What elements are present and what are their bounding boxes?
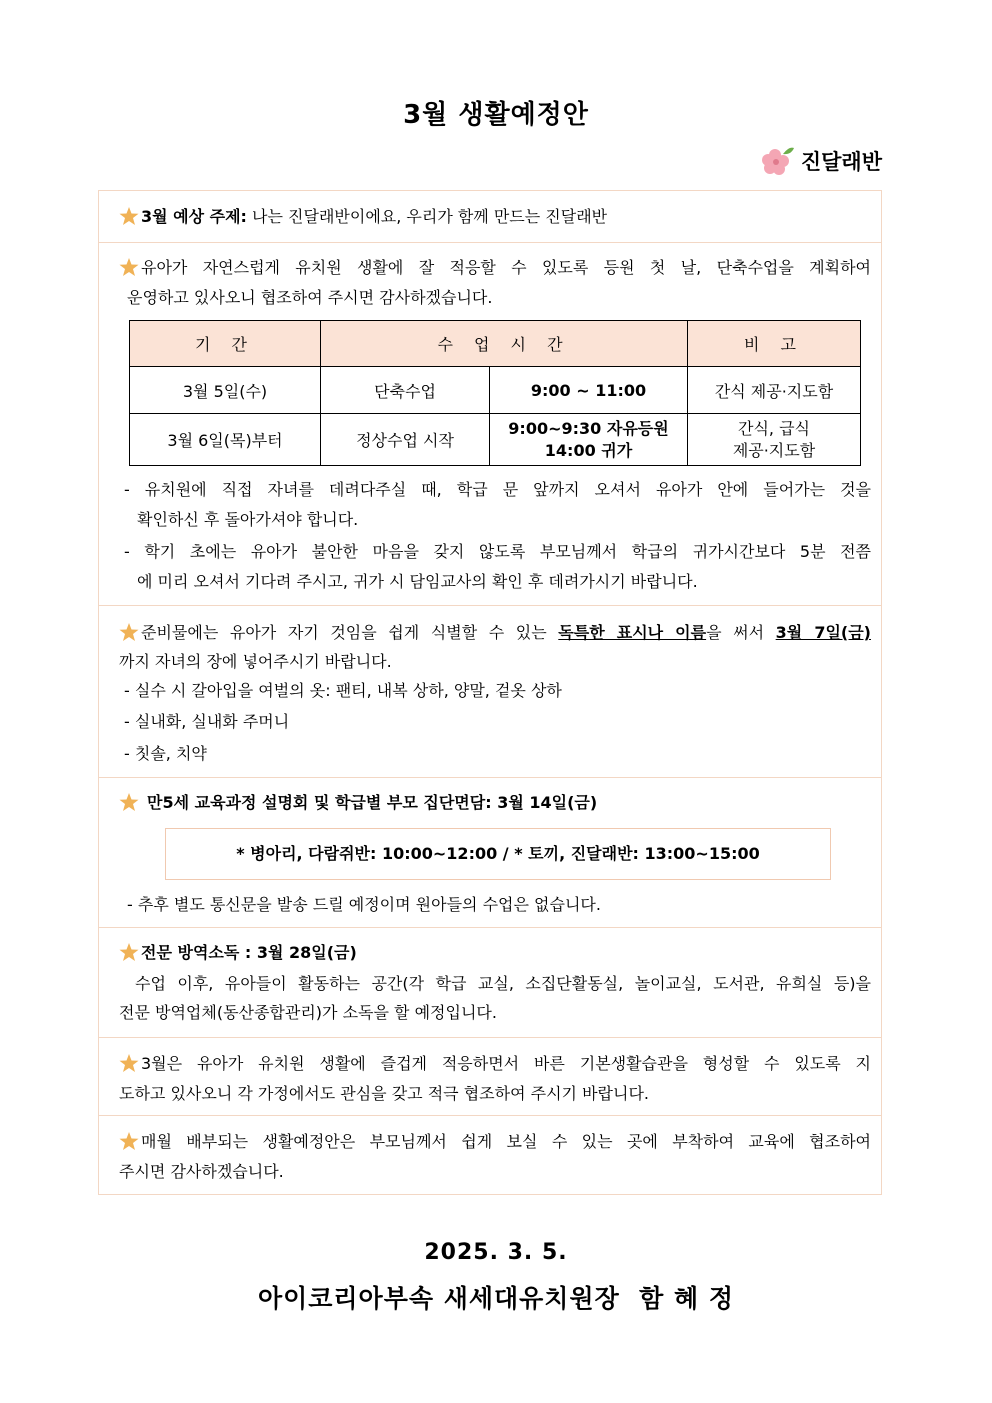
star-icon [119,258,139,276]
intro-line-1 [119,257,871,279]
briefing-title: 만5세 교육과정 설명회 및 학급별 부모 집단면담: 3월 14일(금) [147,793,598,812]
supplies-mid: 을 써서 [706,623,776,642]
briefing-section [99,778,881,928]
cell-time [490,414,688,466]
supplies-item: - 실내화, 실내화 주머니 [124,712,290,731]
cell-note-line-1: 간식, 급식 [738,418,810,438]
cell-period: 3월 6일(목)부터 [130,414,321,466]
supplies-item: - 실수 시 갈아입을 여벌의 옷: 팬티, 내복 상하, 양말, 겉옷 상하 [124,681,562,700]
cell-note: 간식 제공·지도함 [688,367,861,414]
disinfection-title: 전문 방역소독 : 3월 28일(금) [141,943,357,962]
cell-period: 3월 5일(수) [130,367,321,414]
star-icon [119,207,139,225]
table-header-row [130,321,861,367]
supplies-date: 3월 7일(금) [775,623,871,642]
theme-text: 나는 진달래반이에요, 우리가 함께 만드는 진달래반 [246,207,608,226]
intro-note-1b: 확인하신 후 돌아가셔야 합니다. [137,510,359,529]
supplies-pre: 준비물에는 유아가 자기 것임을 쉽게 식별할 수 있는 [141,623,559,642]
flower-icon [761,146,795,176]
class-name: 진달래반 [800,150,882,174]
cell-type: 단축수업 [321,367,490,414]
cell-time-line-1: 9:00~9:30 자유등원 [508,418,669,438]
supplies-line-1 [119,622,871,644]
theme-section [99,191,881,243]
cell-type: 정상수업 시작 [321,414,490,466]
star-icon [119,1054,139,1072]
cell-note-line-2: 제공·지도함 [732,440,816,460]
header-period: 기 간 [130,321,321,367]
intro-section [99,243,881,606]
star-icon [119,1132,139,1150]
monthly-section [99,1116,881,1194]
star-icon [119,623,139,641]
supplies-section [99,606,881,778]
disinfection-line-2: 전문 방역업체(동산종합관리)가 소독을 할 예정입니다. [119,1003,497,1022]
disinfection-title-line [119,942,871,964]
habits-text-1: 3월은 유아가 유치원 생활에 즐겁게 적응하면서 바른 기본생활습관을 형성할 수 있도록 지 [141,1054,871,1073]
signature: 아이코리아부속 새세대유치원장 함 혜 정 [257,1284,735,1313]
document-date: 2025. 3. 5. [424,1240,568,1265]
intro-note-1a: - 유치원에 직접 자녀를 데려다주실 때, 학급 문 앞까지 오셔서 유아가 안에 들어가는 것을 [124,480,871,499]
monthly-line-2: 주시면 감사하겠습니다. [119,1162,284,1181]
habits-line-1 [119,1053,871,1075]
table-row [130,367,861,414]
briefing-title-line [119,792,871,814]
briefing-times-box: * 병아리, 다람쥐반: 10:00~12:00 / * 토끼, 진달래반: 13:00~15:00 [165,828,831,880]
theme-line [119,206,871,228]
class-label [761,146,882,176]
cell-time-line-2: 14:00 귀가 [544,440,633,460]
page-title: 3월 생활예정안 [403,100,589,130]
supplies-item: - 칫솔, 치약 [124,744,207,763]
monthly-text-1: 매월 배부되는 생활예정안은 부모님께서 쉽게 보실 수 있는 곳에 부착하여 교육에 협조하여 [141,1132,871,1151]
intro-text-1: 유아가 자연스럽게 유치원 생활에 잘 적응할 수 있도록 등원 첫 날, 단축수업을 계획하여 [141,258,871,277]
intro-note-2a: - 학기 초에는 유아가 불안한 마음을 갖지 않도록 부모님께서 학급의 귀가시간보다 5분 전쯤 [124,542,871,561]
cell-time: 9:00 ~ 11:00 [490,367,688,414]
cell-note [688,414,861,466]
star-icon [119,793,139,811]
header-time: 수 업 시 간 [321,321,688,367]
briefing-note: - 추후 별도 통신문을 발송 드릴 예정이며 원아들의 수업은 없습니다. [127,895,601,914]
monthly-line-1 [119,1131,871,1153]
intro-note-2b: 에 미리 오셔서 기다려 주시고, 귀가 시 담임교사의 확인 후 데려가시기 바랍니다. [137,572,698,591]
header-note: 비 고 [688,321,861,367]
habits-line-2: 도하고 있사오니 각 가정에서도 관심을 갖고 적극 협조하여 주시기 바랍니다. [119,1084,649,1103]
star-icon [119,943,139,961]
habits-section [99,1038,881,1116]
table-row [130,414,861,466]
disinfection-line-1: 수업 이후, 유아들이 활동하는 공간(각 학급 교실, 소집단활동실, 놀이교실, 도서관, 유희실 등)을 [135,974,871,993]
disinfection-section [99,928,881,1038]
supplies-emphasis: 독특한 표시나 이름 [558,623,707,642]
content-frame [98,190,882,1195]
theme-label: 3월 예상 주제: [141,207,247,226]
supplies-line-2: 까지 자녀의 장에 넣어주시기 바랍니다. [119,652,392,671]
intro-line-2: 운영하고 있사오니 협조하여 주시면 감사하겠습니다. [127,288,493,307]
schedule-table [129,320,861,466]
